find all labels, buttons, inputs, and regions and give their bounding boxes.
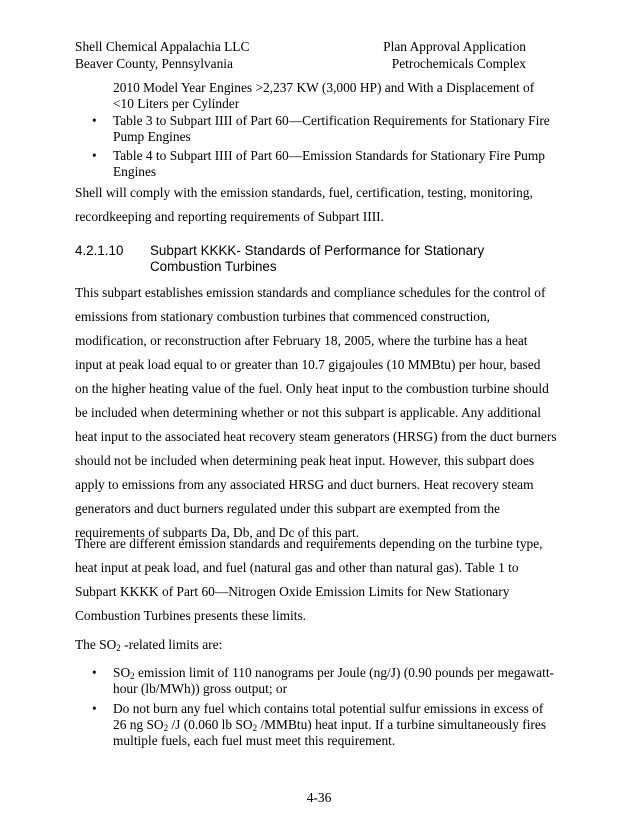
list-item-text: Table 3 to Subpart IIII of Part 60—Certification Requirements for Stationary Fire [113, 113, 550, 128]
bullet-icon: • [92, 113, 97, 128]
list-item-text: /MMBtu) heat input. If a turbine simultaneously fires [257, 717, 547, 732]
bullet-icon: • [92, 148, 97, 163]
paragraph-line: There are different emission standards and requirements depending on the turbine type, [75, 536, 543, 551]
list-item-text: multiple fuels, each fuel must meet this requirement. [113, 733, 396, 748]
bullet-icon: • [92, 701, 97, 716]
list-item [75, 701, 547, 749]
section-title-line: Subpart KKKK- Standards of Performance for Stationary [150, 243, 485, 258]
list-item-text: SO [113, 665, 131, 680]
so2-limit-list [75, 665, 554, 752]
so2-intro [75, 633, 530, 657]
header-project: Petrochemicals Complex [391, 56, 526, 71]
subscript: 2 [116, 643, 121, 653]
compliance-paragraph [75, 181, 533, 229]
paragraph-line: heat input at peak load, and fuel (natural gas and other than natural gas). Table 1 to [75, 560, 519, 575]
paragraph-line: Subpart KKKK of Part 60—Nitrogen Oxide Emission Limits for New Stationary [75, 584, 510, 599]
list-item-text: Table 4 to Subpart IIII of Part 60—Emission Standards for Stationary Fire Pump [113, 148, 545, 163]
list-item-text: Do not burn any fuel which contains total potential sulfur emissions in excess of [113, 701, 544, 716]
paragraph-line: should not be included when determining peak heat input. However, this subpart does [75, 453, 535, 468]
paragraph-line: recordkeeping and reporting requirements of Subpart IIII. [75, 209, 384, 224]
list-item-text: Engines [113, 164, 157, 179]
section-number: 4.2.1.10 [75, 243, 124, 258]
list-item [75, 113, 550, 145]
list-item [75, 148, 545, 180]
list-item-text: 26 ng SO [113, 717, 164, 732]
paragraph-line: heat input to the associated heat recovery steam generators (HRSG) from the duct burners [75, 429, 557, 444]
paragraph-line: Combustion Turbines presents these limits. [75, 608, 307, 623]
header-doc-type: Plan Approval Application [383, 39, 526, 54]
continuation-line: <10 Liters per Cylinder [113, 96, 240, 111]
paragraph-line: Shell will comply with the emission standards, fuel, certification, testing, monitoring, [75, 185, 533, 200]
so2-intro-text: -related limits are: [120, 637, 223, 652]
list-item-text: /J (0.060 lb SO [168, 717, 253, 732]
reference-list [75, 113, 550, 183]
paragraph-line: This subpart establishes emission standards and compliance schedules for the control of [75, 285, 546, 300]
section-title-line: Combustion Turbines [150, 259, 277, 274]
header-company: Shell Chemical Appalachia LLC [75, 39, 250, 54]
page-number: 4-36 [306, 790, 332, 805]
so2-intro-text: The SO [75, 637, 117, 652]
paragraph-line: be included when determining whether or not this subpart is applicable. Any additional [75, 405, 541, 420]
subscript: 2 [252, 723, 258, 733]
header-right [383, 38, 526, 72]
list-item-text: Pump Engines [113, 129, 191, 144]
subscript: 2 [163, 723, 169, 733]
list-item [75, 665, 554, 697]
section-title [150, 243, 484, 275]
paragraph-line: apply to emissions from any associated HRSG and duct burners. Heat recovery steam [75, 477, 534, 492]
paragraph-line: generators and duct burners regulated under this subpart are exempted from the [75, 501, 500, 516]
paragraph-line: input at peak load equal to or greater than 10.7 gigajoules (10 MMBtu) per hour, based [75, 357, 541, 372]
continuation-line: 2010 Model Year Engines >2,237 KW (3,000 HP) and With a Displacement of [113, 80, 535, 95]
paragraph-line: requirements of subparts Da, Db, and Dc of this part. [75, 525, 360, 540]
applicability-paragraph [75, 281, 557, 545]
subscript: 2 [130, 671, 135, 681]
header-left [75, 38, 249, 72]
list-item-text: hour (lb/MWh)) gross output; or [113, 681, 288, 696]
list-continuation [113, 80, 535, 112]
paragraph-line: on the higher heating value of the fuel. Only heat input to the combustion turbine should [75, 381, 549, 396]
paragraph-line: modification, or reconstruction after February 18, 2005, where the turbine has a heat [75, 333, 528, 348]
bullet-icon: • [92, 665, 97, 680]
header-location: Beaver County, Pennsylvania [75, 56, 233, 71]
list-item-text: emission limit of 110 nanograms per Joule (ng/J) (0.90 pounds per megawatt- [134, 665, 554, 680]
paragraph-line: emissions from stationary combustion turbines that commenced construction, [75, 309, 491, 324]
standards-paragraph [75, 532, 543, 628]
